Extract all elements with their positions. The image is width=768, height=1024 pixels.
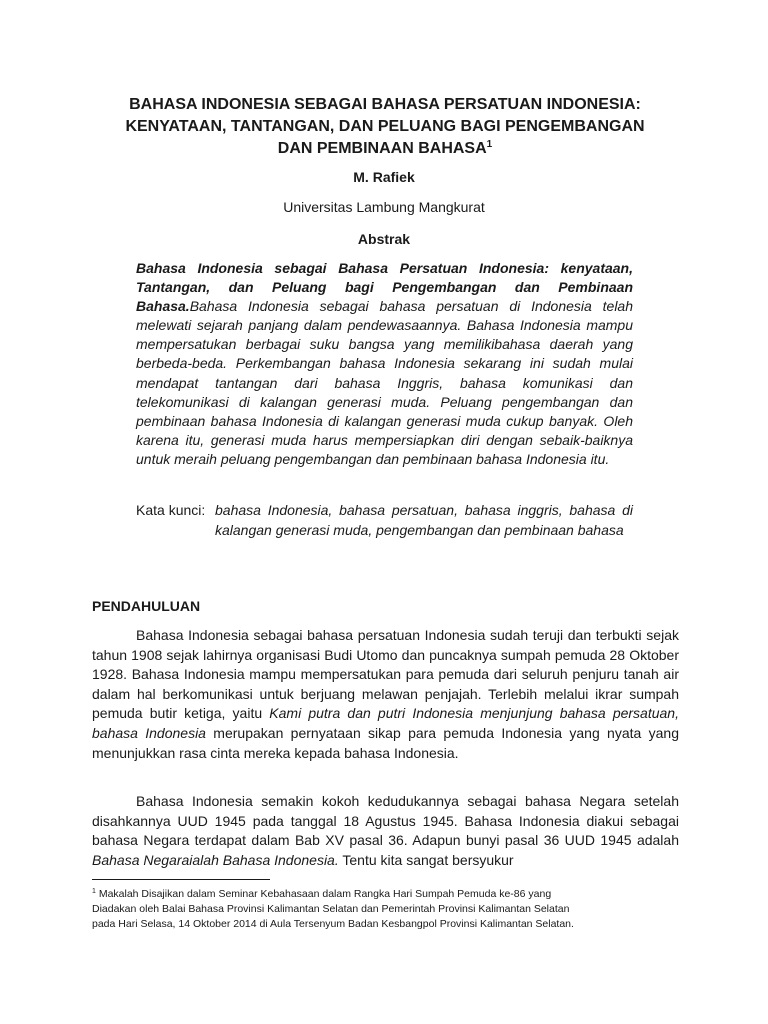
paragraph-2-text-b: Tentu kita sangat bersyukur [338,851,514,868]
section-heading: PENDAHULUAN [92,598,201,614]
keywords-label: Kata kunci [136,502,202,518]
abstract-heading: Abstrak [357,231,411,247]
footnote-line-1 [92,884,682,902]
abstract-text: Bahasa Indonesia sebagai bahasa persatuan di Indonesia telah melewati sejarah panjang dalam pendewasaannya. Bahasa Indonesia mampu mempersatukan berbagai suku bangsa yang memilikibahasa daerah yang berbeda-beda. Perkembangan bahasa Indonesia sekarang ini sudah mulai mendapat tantangan dari bahasa Inggris, bahasa komunikasi dan telekomunikasi di kalangan generasi muda. Peluang pengembangan dan pembinaan bahasa Indonesia di kalangan generasi muda cukup banyak. Oleh karena itu, generasi muda harus mempersiapkan diri dengan sebaik-baiknya untuk meraih peluang pengembangan dan pembinaan bahasa Indonesia itu. [136,298,633,467]
title-line-3 [60,138,710,160]
footnote-line-1-text: Makalah Disajikan dalam Seminar Kebahasaan dalam Rangka Hari Sumpah Pemuda ke-86 yang [95,888,552,900]
paragraph-2 [92,792,679,870]
paragraph-2-text-a: Bahasa Indonesia semakin kokoh kedudukannya sebagai bahasa Negara setelah disahkannya UUD 1945 pada tanggal 18 Agustus 1945. Bahasa Indonesia diakui sebagai bahasa Negara terdapat dalam Bab XV pasal 36. Adapun bunyi pasal 36 UUD 1945 adalah [92,793,679,849]
paragraph-2-quote: Bahasa Negaraialah Bahasa Indonesia. [92,851,339,868]
paragraph-1 [92,626,679,763]
paragraph-1-text-a: Bahasa Indonesia sebagai bahasa persatuan Indonesia sudah teruji dan terbukti sejak tahun 1908 sejak lahirnya organisasi Budi Utomo dan puncaknya sumpah pemuda 28 Oktober 1928. Bahasa Indonesia mampu mempersatukan para pemuda dari seluruh penjuru tanah air dalam hal berkomunikasi untuk berjuang melawan penjajah. Terlebih melalui ikrar sumpah pemuda butir ketiga, yaitu [92,627,679,722]
footnote-divider [92,879,270,880]
paper-title [60,94,710,160]
keywords-separator: : [201,502,206,518]
paragraph-1-text-b: merupakan pernyataan sikap para pemuda Indonesia yang nyata yang menunjukkan rasa cinta mereka kepada bahasa Indonesia. [92,724,679,761]
abstract-body [136,259,633,469]
footnote-marker: 1 [92,888,96,895]
keywords-text: bahasa Indonesia, bahasa persatuan, bahasa inggris, bahasa di kalangan generasi muda, pengembangan dan pembinaan bahasa [215,502,633,538]
title-line-2: KENYATAAN, TANTANGAN, DAN PELUANG BAGI PENGEMBANGAN [125,118,645,135]
footnote-line-3: pada Hari Selasa, 14 Oktober 2014 di Aula Tersenyum Badan Kesbangpol Provinsi Kalimantan Selatan. [92,918,574,930]
author-affiliation: Universitas Lambung Mangkurat [283,199,485,215]
author-name: M. Rafiek [353,169,415,185]
footnote [92,884,682,932]
title-line-3-text: DAN PEMBINAAN BAHASA [277,140,487,157]
keywords-label-wrap [136,500,205,520]
title-line-1: BAHASA INDONESIA SEBAGAI BAHASA PERSATUAN INDONESIA: [129,96,641,113]
title-footnote-marker[interactable]: 1 [486,139,493,150]
paragraph-1-quote: Kami putra dan putri Indonesia menjunjung bahasa persatuan, bahasa Indonesia [92,705,679,741]
abstract-bold-lead: Bahasa Indonesia sebagai Bahasa Persatuan Indonesia: kenyataan, Tantangan, dan Peluang bagi Pengembangan dan Pembinaan Bahasa. [136,260,633,315]
footnote-line-2: Diadakan oleh Balai Bahasa Provinsi Kalimantan Selatan dan Pemerintah Provinsi Kalimantan Selatan [92,903,570,915]
